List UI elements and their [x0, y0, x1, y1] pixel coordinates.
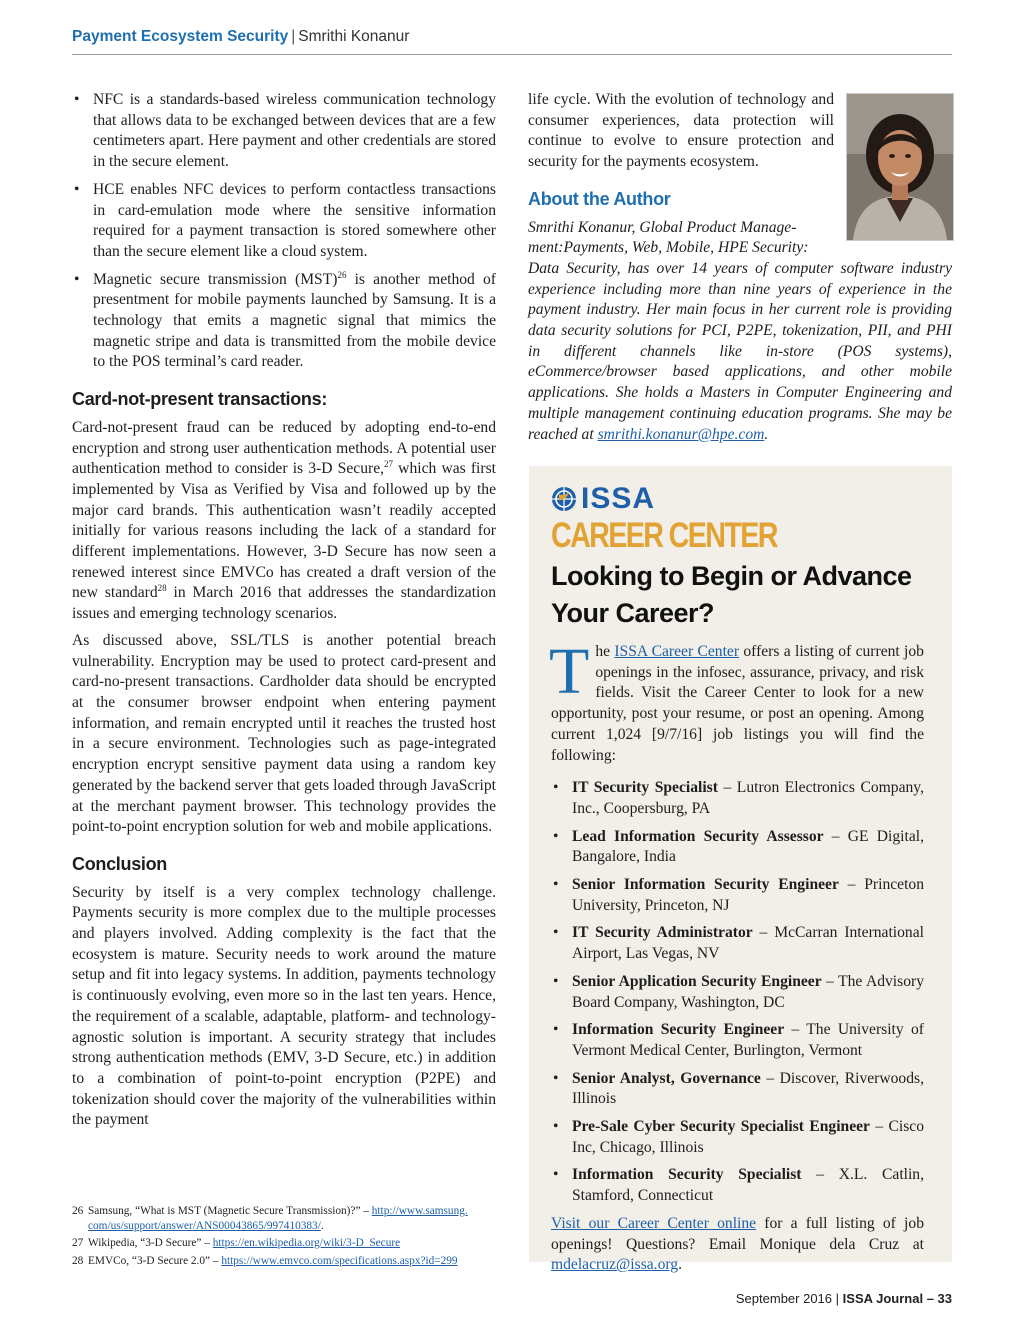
bio-rest: Data Security, has over 14 years of computer software industry experience including more than nine years of experience in the payment industry. Her main focus in her current role is providing data security solutions for PCI, P2PE, tokenization, PII, and PHI in different channels like in-store (POS systems), eCommerce/browser based applications, and other mobile applications. She holds a Masters in Computer Engineering and multiple management continuing education programs. She may be reached at	[528, 259, 952, 443]
job-listing	[551, 1069, 924, 1110]
career-center-content	[551, 484, 924, 1288]
footnote-tail: .	[320, 1219, 324, 1232]
cnp-paragraph-2: As discussed above, SSL/TLS is another potential breach vulnerability. Encryption may be used to protect card-present and card-no-present transactions. Cardholder data should be encrypted at the consumer browser endpoint when entering payment information, and remain encrypted until it reaches the trusted host in a secure environment. Technologies such as page-integrated encryption encrypt sensitive payment data using a random key generated by the backend server that gets loaded through JavaScript at the merchant payment browser. This technology provides the point-to-point encryption solution for web and mobile applications.	[72, 631, 496, 836]
page-footer	[736, 1291, 952, 1306]
job-title: IT Security Administrator	[572, 924, 753, 942]
footnote-continuation	[72, 1219, 496, 1234]
mst-rest: is another method of presentment for mobile payments launched by Samsung. It is a technology that emits a magnetic signal that mimics the magnetic stripe and data is transmitted from the mobile device to the POS terminal’s card reader.	[93, 270, 496, 371]
footnote-27	[72, 1236, 496, 1251]
issa-career-center-link[interactable]: ISSA Career Center	[614, 643, 740, 660]
bio-end: .	[764, 425, 769, 443]
job-listing	[551, 1165, 924, 1206]
header-separator: |	[291, 28, 296, 45]
footnote-text: EMVCo, “3-D Secure 2.0” –	[88, 1254, 222, 1267]
left-column	[72, 90, 496, 1137]
job-detail: – Cisco Inc, Chicago, Illinois	[572, 1118, 924, 1156]
footer-separator: |	[835, 1291, 840, 1306]
career-intro-b: offers a listing of current job openings in the infosec, assurance, privacy, and risk fields. Visit the Career Center to look for a new opportunity, post your resume, or post an opening. Among current 1,024 [9/7/16] job listings you will find the following:	[551, 643, 924, 764]
career-center-title: Looking to Begin or Advance Your Career?	[551, 561, 912, 628]
job-listing	[551, 972, 924, 1013]
issa-logo-text: ISSA	[581, 482, 656, 515]
section-heading-conclusion: Conclusion	[72, 853, 167, 874]
closing-mid: for a full listing of job openings! Questions? Email Monique dela Cruz at	[551, 1214, 924, 1253]
cnp-p1-c: in March 2016 that addresses the standardization issues and emerging technology scenarios.	[72, 584, 496, 623]
job-detail: – Discover, Riverwoods, Illinois	[572, 1069, 924, 1108]
job-title: Senior Analyst, Governance	[572, 1069, 761, 1087]
header-author: Smrithi Konanur	[298, 28, 410, 45]
issa-logo	[551, 484, 924, 514]
job-detail: – X.L. Catlin, Stamford, Connecticut	[572, 1166, 925, 1205]
conclusion-paragraph: Security by itself is a very complex technology challenge. Payments security is more complex due to the multiple processes and players involved. Adding complexity is the fact that the ecosystem is mature. Security needs to work around the mature setup and fit into legacy systems. In addition, payments technology is continuously evolving, even more so in the last ten years. Hence, the requirement of a scalable, adaptable, platform- and technology-agnostic solution is important. A security strategy that includes strong authentication methods (EMV, 3-D Secure, etc.) in addition to a combination of point-to-point encryption (P2PE) and tokenization should cover the majority of the vulnerabilities within the payment	[72, 883, 496, 1129]
job-listing	[551, 1117, 924, 1158]
running-header	[72, 28, 952, 55]
job-listing	[551, 827, 924, 868]
job-listing	[551, 923, 924, 964]
job-detail: – McCarran International Airport, Las Vegas, NV	[572, 924, 924, 963]
author-bio	[528, 218, 952, 446]
footnote-text: Wikipedia, “3-D Secure” –	[88, 1237, 213, 1249]
footnote-ref-27: 27	[384, 459, 394, 470]
job-title: Senior Application Security Engineer	[572, 972, 822, 990]
footnote-ref-26: 26	[337, 269, 347, 280]
job-title: Information Security Specialist	[572, 1166, 802, 1184]
footnotes	[72, 1204, 496, 1271]
closing-end: .	[678, 1256, 682, 1274]
career-center-box	[529, 466, 952, 1274]
job-detail: – Princeton University, Princeton, NJ	[572, 876, 925, 914]
career-center-body	[549, 635, 925, 1276]
job-title: IT Security Specialist	[572, 779, 718, 797]
footnote-26	[72, 1204, 496, 1233]
bullet-mst	[72, 270, 496, 374]
job-detail: – The Advisory Board Company, Washington, DC	[572, 972, 924, 1011]
footnote-ref-28: 28	[157, 583, 167, 594]
footnote-number: 27	[72, 1237, 84, 1249]
cnp-p1-b: which was first implemented by Visa as Verified by Visa and followed up by the major card brands. This authentication wasn’t readily accepted initially for various reasons including the lack of a standard for different implementations. However, 3-D Secure has now seen a renewed interest since EMVCo has created a draft version of the new standard	[72, 460, 496, 602]
bio-line-2: ment:Payments, Web, Mobile, HPE Security:	[528, 239, 809, 257]
bullet-nfc: • NFC is a standards-based wireless communication technology that allows data to be exchanged between devices that are a few centimeters apart. Here payment and other credentials are stored in the secure element.	[72, 90, 496, 173]
job-title: Information Security Engineer	[572, 1021, 785, 1039]
conclusion-continued: life cycle. With the evolution of technology and consumer experiences, data protection will continue to evolve to ensure protection and security for the payments ecosystem.	[528, 91, 834, 171]
mst-lead: Magnetic secure transmission (MST)	[93, 270, 338, 288]
career-intro-a: he	[595, 643, 615, 660]
footer-date: September 2016	[735, 1291, 833, 1306]
author-email-link[interactable]: smrithi.konanur@hpe.com	[597, 425, 765, 443]
job-detail: – The University of Vermont Medical Center, Burlington, Vermont	[572, 1021, 924, 1059]
footnote-28	[72, 1254, 496, 1269]
job-title: Lead Information Security Assessor	[572, 827, 824, 845]
author-portrait-icon	[847, 94, 953, 240]
job-title: Senior Information Security Engineer	[572, 876, 839, 894]
visit-career-center-link[interactable]: Visit our Career Center online	[551, 1214, 757, 1232]
section-heading-card-not-present: Card-not-present transactions:	[72, 389, 328, 410]
author-photo	[846, 93, 954, 241]
career-closing	[551, 1214, 924, 1276]
cnp-paragraph-1	[72, 418, 496, 625]
job-detail: – Lutron Electronics Company, Inc., Coopersburg, PA	[572, 779, 924, 817]
technology-bullet-list	[72, 90, 496, 373]
job-listing	[551, 875, 924, 916]
globe-icon	[551, 486, 577, 512]
footnote-link-emvco[interactable]: https://www.emvco.com/specifications.aspx?id=299	[221, 1254, 458, 1267]
footnote-number: 26	[72, 1205, 84, 1217]
right-column	[528, 90, 952, 445]
footnote-link-samsung-cont[interactable]: com/us/support/answer/ANS00043865/997410383/	[88, 1219, 321, 1232]
about-author-heading: About the Author	[528, 188, 671, 209]
bio-line-1: Smrithi Konanur, Global Product Manage-	[528, 218, 797, 236]
header-brand: Payment Ecosystem Security	[72, 28, 289, 45]
bullet-hce: • HCE enables NFC devices to perform contactless transactions in card-emulation mode where the sensitive information required for a payment transaction is stored somewhere other than the secure element like a cloud system.	[72, 180, 496, 263]
job-listings	[551, 778, 924, 1207]
footnote-link-samsung[interactable]: http://www.samsung.	[371, 1205, 468, 1217]
job-listing	[551, 778, 924, 819]
footer-journal: ISSA Journal – 33	[842, 1291, 952, 1306]
job-listing	[551, 1020, 924, 1061]
footnote-link-wikipedia[interactable]: https://en.wikipedia.org/wiki/3-D_Secure	[212, 1237, 401, 1249]
drop-cap: T	[549, 635, 590, 708]
contact-email-link[interactable]: mdelacruz@issa.org	[551, 1256, 679, 1274]
career-center-wordmark: CAREER CENTER	[551, 516, 777, 555]
job-title: Pre-Sale Cyber Security Specialist Engineer	[572, 1118, 870, 1136]
cnp-p1-a: Card-not-present fraud can be reduced by adopting end-to-end encryption and strong user authentication methods. A potential user authentication method to consider is 3-D Secure,	[72, 418, 496, 478]
career-intro	[549, 635, 924, 766]
footnote-number: 28	[72, 1254, 84, 1267]
footnote-text: Samsung, “What is MST (Magnetic Secure Transmission)?” –	[88, 1205, 372, 1217]
job-detail: – GE Digital, Bangalore, India	[572, 827, 924, 866]
